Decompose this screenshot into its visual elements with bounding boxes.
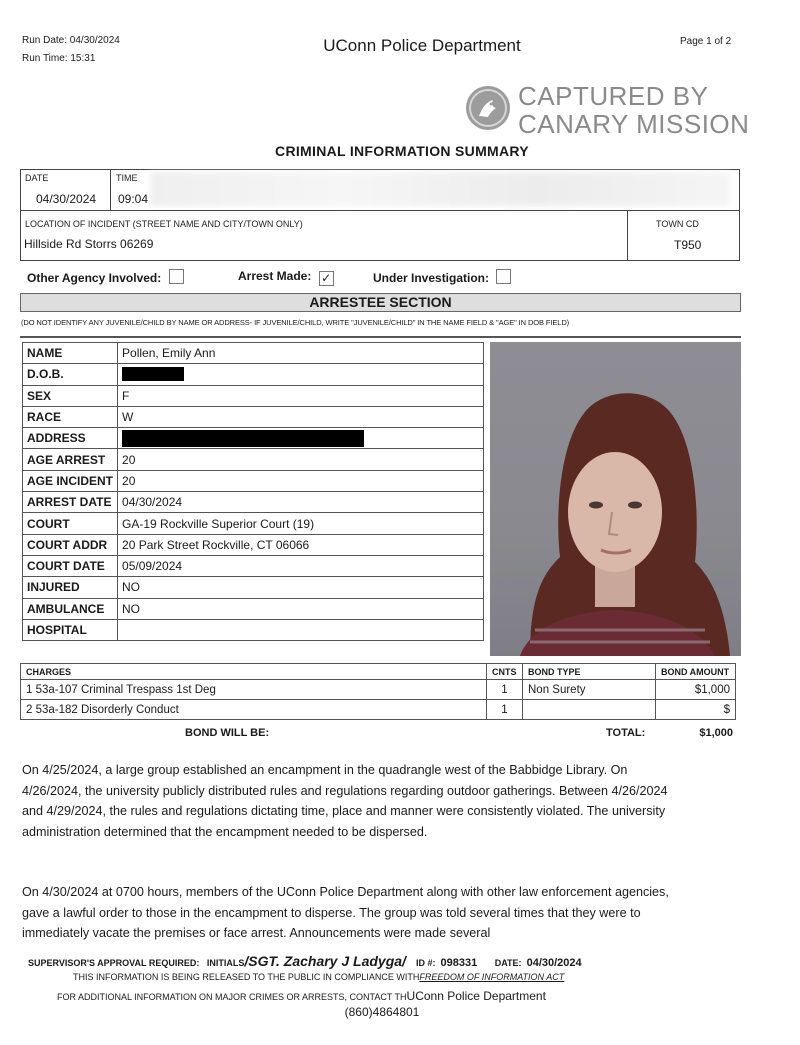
other-agency-field: [27, 269, 184, 285]
run-time: Run Time: 15:31: [22, 53, 96, 64]
arrest-made-label: Arrest Made:: [238, 269, 312, 283]
charge-bond-amount: $1,000: [656, 680, 736, 700]
arrestee-table: [22, 342, 484, 641]
table-row: [21, 700, 736, 720]
total-value: $1,000: [699, 727, 733, 739]
contact-phone: (860)4864801: [344, 1005, 420, 1019]
town-cd-value: T950: [674, 238, 702, 252]
table-row: [23, 428, 484, 449]
table-row: [23, 343, 484, 364]
row-label: ARREST DATE: [23, 492, 118, 513]
address-value: [118, 428, 484, 449]
under-investigation-label: Under Investigation:: [373, 271, 490, 285]
more-info-text: FOR ADDITIONAL INFORMATION ON MAJOR CRIMES OR ARRESTS, CONTACT TH: [57, 992, 407, 1002]
table-row: [23, 364, 484, 385]
foia-act-text: FREEDOM OF INFORMATION ACT: [419, 972, 565, 982]
narrative-paragraph-2: On 4/30/2024 at 0700 hours, members of the UConn Police Department along with other law enforcement agencies, gave a lawful order to those in the encampment to disperse. The group was told several times that they were to immediately vacate the premises or face arrest. Announcements were made several: [22, 885, 669, 940]
table-row: [23, 619, 484, 640]
arrest-date-value: 04/30/2024: [118, 492, 484, 513]
court-date-value: 05/09/2024: [118, 555, 484, 576]
table-row: [21, 680, 736, 700]
arrest-made-field: [238, 269, 334, 286]
row-label: ADDRESS: [23, 428, 118, 449]
id-value: 098331: [440, 957, 478, 969]
charge-count: 1: [487, 680, 523, 700]
under-investigation-checkbox[interactable]: [496, 269, 511, 284]
time-label: TIME: [116, 173, 138, 183]
narrative-paragraph-1: On 4/25/2024, a large group established an encampment in the quadrangle west of the Babbidge Library. On 4/26/2024, the university publicly distributed rules and regulations regarding outdoor gatherings. Between 4/26/2024 and 4/29/2024, the rules and regulations dictating time, place and manner were consistently violated. The university administration determined that the encampment needed to be dispersed.: [22, 763, 668, 839]
booking-photo: [490, 342, 741, 656]
department-title: UConn Police Department: [323, 36, 521, 55]
table-row: [23, 470, 484, 491]
injured-value: NO: [118, 577, 484, 598]
total-label: TOTAL:: [606, 727, 646, 739]
court-value: GA-19 Rockville Superior Court (19): [118, 513, 484, 534]
row-label: AMBULANCE: [23, 598, 118, 619]
location-label: LOCATION OF INCIDENT (STREET NAME AND CITY/TOWN ONLY): [25, 219, 303, 229]
watermark-text: [518, 82, 749, 138]
ambulance-value: NO: [118, 598, 484, 619]
row-label: RACE: [23, 406, 118, 427]
other-agency-checkbox[interactable]: [169, 269, 184, 284]
charge-description: 1 53a-107 Criminal Trespass 1st Deg: [21, 680, 487, 700]
row-label: COURT ADDR: [23, 534, 118, 555]
juvenile-disclaimer: (DO NOT IDENTIFY ANY JUVENILE/CHILD BY NAME OR ADDRESS- IF JUVENILE/CHILD, WRITE "JUVENILE/CHILD" IN THE NAME FIELD & "AGE" IN DOB FIELD): [21, 318, 570, 327]
bond-will-be-label: BOND WILL BE:: [185, 727, 270, 739]
time-value: 09:04: [118, 192, 149, 206]
date-value: 04/30/2024: [36, 192, 97, 206]
bond-type-header: BOND TYPE: [523, 664, 656, 680]
charge-bond-type: [523, 700, 656, 720]
row-label: HOSPITAL: [23, 619, 118, 640]
row-label: SEX: [23, 385, 118, 406]
supervisor-label: SUPERVISOR'S APPROVAL REQUIRED:: [28, 958, 200, 968]
summary-title: CRIMINAL INFORMATION SUMMARY: [275, 143, 529, 159]
row-label: COURT DATE: [23, 555, 118, 576]
charge-count: 1: [487, 700, 523, 720]
charges-table: [20, 663, 736, 720]
redaction-bar: [122, 367, 184, 381]
charge-bond-type: Non Surety: [523, 680, 656, 700]
approval-date-value: 04/30/2024: [526, 957, 582, 969]
redaction-bar: [122, 430, 364, 447]
row-label: COURT: [23, 513, 118, 534]
table-row: [23, 449, 484, 470]
section-divider: [20, 336, 741, 338]
foia-release-notice: [73, 972, 564, 982]
table-row: [23, 513, 484, 534]
hospital-value: [118, 619, 484, 640]
arrest-made-checkbox[interactable]: ✓: [319, 271, 334, 286]
row-label: INJURED: [23, 577, 118, 598]
charge-bond-amount: $: [656, 700, 736, 720]
supervisor-approval: [28, 953, 582, 969]
race-value: W: [118, 406, 484, 427]
charge-description: 2 53a-182 Disorderly Conduct: [21, 700, 487, 720]
other-agency-label: Other Agency Involved:: [27, 271, 162, 285]
row-label: AGE ARREST: [23, 449, 118, 470]
canary-bird-icon: [466, 86, 510, 130]
row-label: AGE INCIDENT: [23, 470, 118, 491]
release-text: THIS INFORMATION IS BEING RELEASED TO THE PUBLIC IN COMPLIANCE WITH: [73, 972, 420, 982]
dob-value: [118, 364, 484, 385]
name-value: Pollen, Emily Ann: [118, 343, 484, 364]
table-row: [23, 385, 484, 406]
location-value: Hillside Rd Storrs 06269: [24, 237, 154, 251]
row-label: D.O.B.: [23, 364, 118, 385]
approval-date-label: DATE:: [494, 958, 522, 968]
age-incident-value: 20: [118, 470, 484, 491]
initials-label: INITIALS: [206, 958, 245, 968]
date-label: DATE: [25, 173, 49, 183]
watermark-line-1: CAPTURED BY: [518, 81, 709, 111]
table-row: [23, 598, 484, 619]
watermark-line-2: CANARY MISSION: [518, 109, 750, 139]
court-addr-value: 20 Park Street Rockville, CT 06066: [118, 534, 484, 555]
row-label: NAME: [23, 343, 118, 364]
table-row: [23, 534, 484, 555]
age-arrest-value: 20: [118, 449, 484, 470]
contact-notice: [57, 989, 546, 1003]
run-date: Run Date: 04/30/2024: [22, 35, 120, 46]
arrestee-section-header: ARRESTEE SECTION: [20, 293, 741, 312]
table-row: [23, 492, 484, 513]
table-row: [23, 577, 484, 598]
charges-header: CHARGES: [21, 664, 487, 680]
redacted-area: [150, 172, 730, 206]
bond-amount-header: BOND AMOUNT: [656, 664, 736, 680]
page-number: Page 1 of 2: [680, 36, 732, 47]
under-investigation-field: [373, 269, 511, 285]
table-row: [23, 555, 484, 576]
table-row: [23, 406, 484, 427]
sex-value: F: [118, 385, 484, 406]
supervisor-signature: /SGT. Zachary J Ladyga/: [244, 953, 406, 969]
town-cd-label: TOWN CD: [656, 219, 699, 229]
charges-header-row: [21, 664, 736, 680]
contact-department: UConn Police Department: [406, 989, 546, 1003]
id-label: ID #:: [415, 958, 436, 968]
cnts-header: CNTS: [487, 664, 523, 680]
